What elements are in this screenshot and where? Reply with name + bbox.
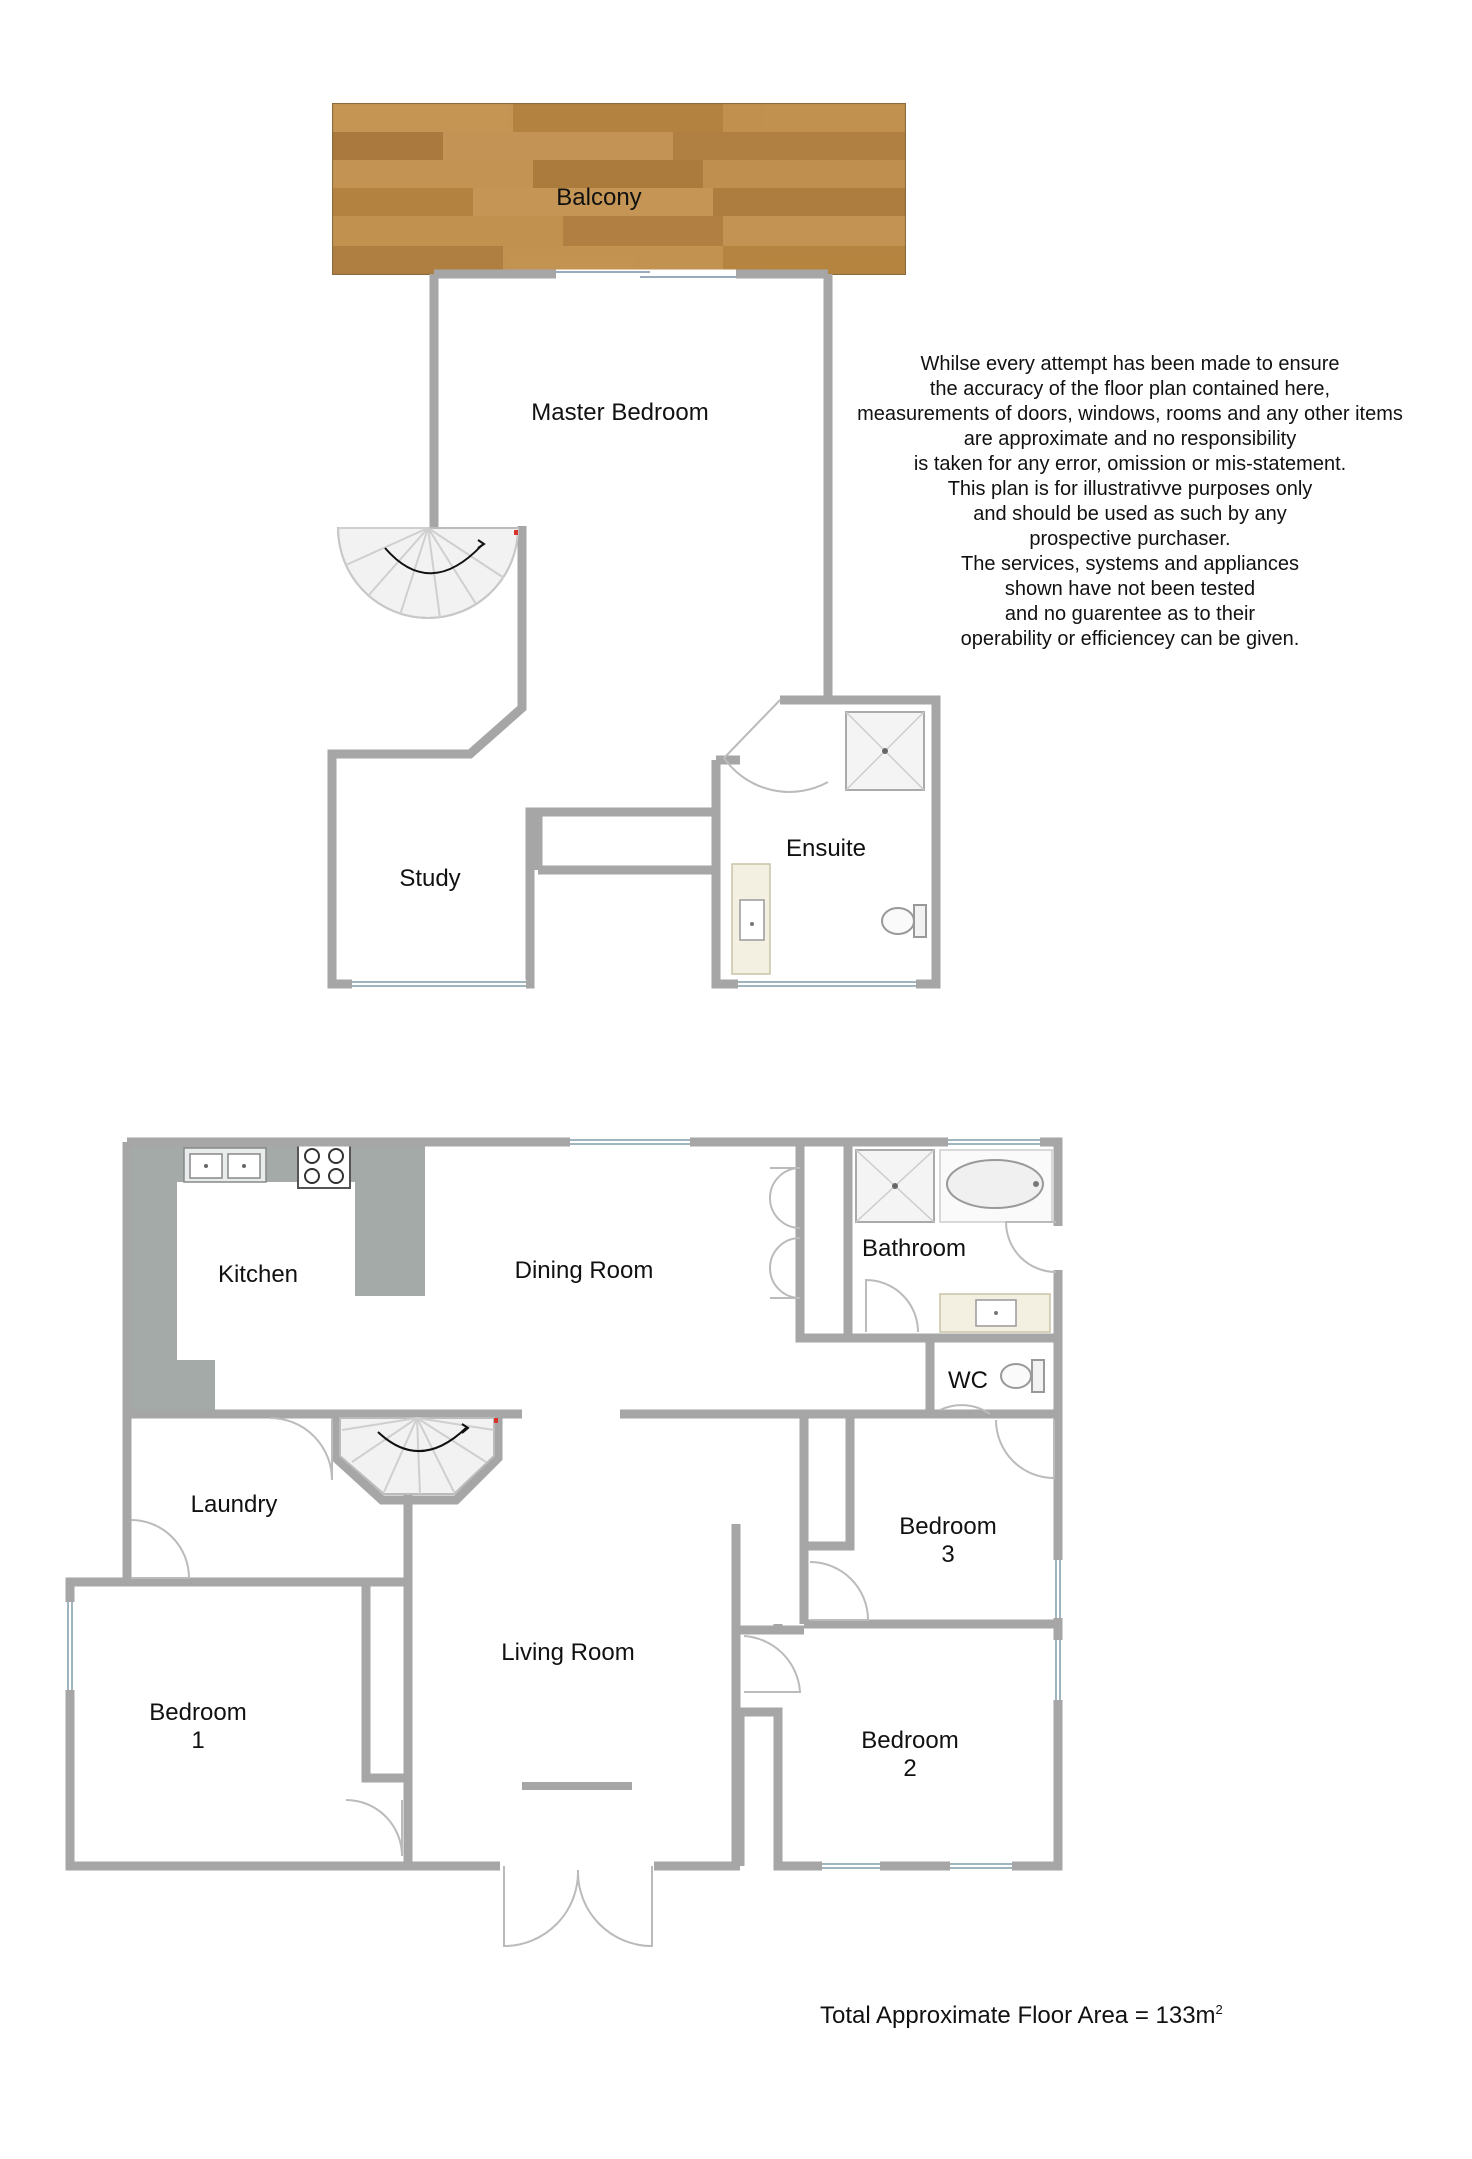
disclaimer-line: prospective purchaser. xyxy=(1029,528,1231,550)
ground-floor xyxy=(68,1140,1060,1946)
living-room-label: Living Room xyxy=(501,1639,635,1666)
spiral-stair-upper xyxy=(338,528,518,618)
wc-label: WC xyxy=(948,1367,988,1394)
disclaimer-line: are approximate and no responsibility xyxy=(963,428,1297,450)
disclaimer-text xyxy=(830,352,1430,652)
bedroom-1-number: 1 xyxy=(191,1727,205,1754)
laundry-label: Laundry xyxy=(190,1491,278,1518)
floor-area-note xyxy=(820,2002,1240,2030)
bedroom-1-label: Bedroom xyxy=(149,1699,247,1726)
master-bedroom-label: Master Bedroom xyxy=(531,399,709,426)
disclaimer-line: This plan is for illustrativve purposes only xyxy=(947,478,1313,500)
floor-area-label: Total Approximate Floor Area = 133m xyxy=(820,2002,1216,2029)
disclaimer-line: shown have not been tested xyxy=(1004,578,1256,600)
disclaimer-line: the accuracy of the floor plan contained here, xyxy=(929,378,1331,400)
bedroom-3-label: Bedroom xyxy=(899,1513,997,1540)
ensuite-label: Ensuite xyxy=(785,835,867,862)
kitchen-label: Kitchen xyxy=(217,1261,299,1288)
balcony-label: Balcony xyxy=(556,184,642,211)
disclaimer-line: Whilse every attempt has been made to ensure xyxy=(920,353,1340,375)
study-label: Study xyxy=(399,865,461,892)
balcony xyxy=(333,104,905,274)
balcony-door xyxy=(556,272,736,277)
bedroom-2-label: Bedroom xyxy=(861,1727,959,1754)
living-front-doors xyxy=(500,1866,654,1946)
floor-area-superscript: 2 xyxy=(1215,2002,1223,2017)
disclaimer-line: operability or efficiencey can be given. xyxy=(960,628,1300,650)
dining-window xyxy=(570,1140,690,1144)
living-room-bench xyxy=(522,1782,632,1790)
disclaimer-line: measurements of doors, windows, rooms and any other items xyxy=(857,403,1403,425)
dining-room-label: Dining Room xyxy=(514,1257,654,1284)
bedroom-1-openings xyxy=(68,1602,402,1856)
bathroom-label: Bathroom xyxy=(861,1235,967,1262)
disclaimer-line: is taken for any error, omission or mis-statement. xyxy=(913,453,1347,475)
disclaimer-line: and should be used as such by any xyxy=(973,503,1287,525)
bedroom-3-number: 3 xyxy=(941,1541,955,1568)
bedroom-2-number: 2 xyxy=(903,1755,917,1782)
disclaimer-line: The services, systems and appliances xyxy=(961,553,1299,575)
disclaimer-line: and no guarentee as to their xyxy=(1004,603,1256,625)
study-window xyxy=(352,982,526,986)
